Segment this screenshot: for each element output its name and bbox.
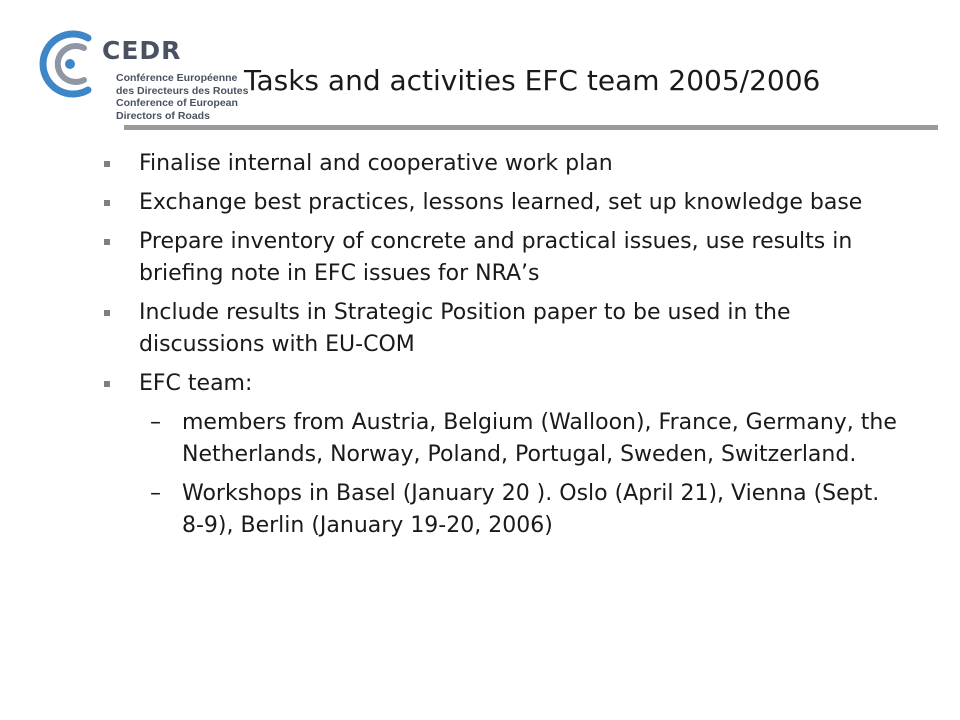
bullet-list <box>100 148 900 400</box>
sub-bullet-text: Workshops in Basel (January 20 ). Oslo (April 21), Vienna (Sept. 8-9), Berlin (January 19-20, 2006) <box>182 481 880 538</box>
sub-bullet-text: members from Austria, Belgium (Walloon), France, Germany, the Netherlands, Norway, Poland, Portugal, Sweden, Switzerland. <box>182 410 897 467</box>
logo-subtitle <box>116 72 248 122</box>
bullet-item <box>100 187 900 219</box>
bullet-item <box>100 148 900 180</box>
logo-wordmark: CEDR <box>102 36 182 65</box>
bullet-item <box>100 226 900 290</box>
slide-body <box>100 148 900 549</box>
dash-bullet-icon: – <box>150 481 161 506</box>
bullet-text: Prepare inventory of concrete and practical issues, use results in briefing note in EFC issues for NRA’s <box>139 229 853 286</box>
sub-bullet-list <box>100 407 900 542</box>
bullet-item <box>100 297 900 361</box>
logo-line: des Directeurs des Routes <box>116 84 249 97</box>
square-bullet-icon <box>104 200 110 206</box>
square-bullet-icon <box>104 161 110 167</box>
sub-bullet-item <box>100 478 900 542</box>
title-divider <box>124 125 938 130</box>
bullet-item <box>100 368 900 400</box>
bullet-text: Include results in Strategic Position paper to be used in the discussions with EU-COM <box>139 300 791 357</box>
bullet-text: Finalise internal and cooperative work plan <box>139 151 613 176</box>
square-bullet-icon <box>104 381 110 387</box>
square-bullet-icon <box>104 310 110 316</box>
bullet-text: EFC team: <box>139 371 253 396</box>
logo-line: Directors of Roads <box>116 109 210 122</box>
dash-bullet-icon: – <box>150 410 161 435</box>
logo-line: Conférence Européenne <box>116 72 238 84</box>
bullet-text: Exchange best practices, lessons learned, set up knowledge base <box>139 190 863 215</box>
slide-title: Tasks and activities EFC team 2005/2006 <box>244 64 821 97</box>
sub-bullet-item <box>100 407 900 471</box>
logo-line: Conference of European <box>116 97 238 109</box>
cedr-logo <box>36 28 249 122</box>
square-bullet-icon <box>104 239 110 245</box>
